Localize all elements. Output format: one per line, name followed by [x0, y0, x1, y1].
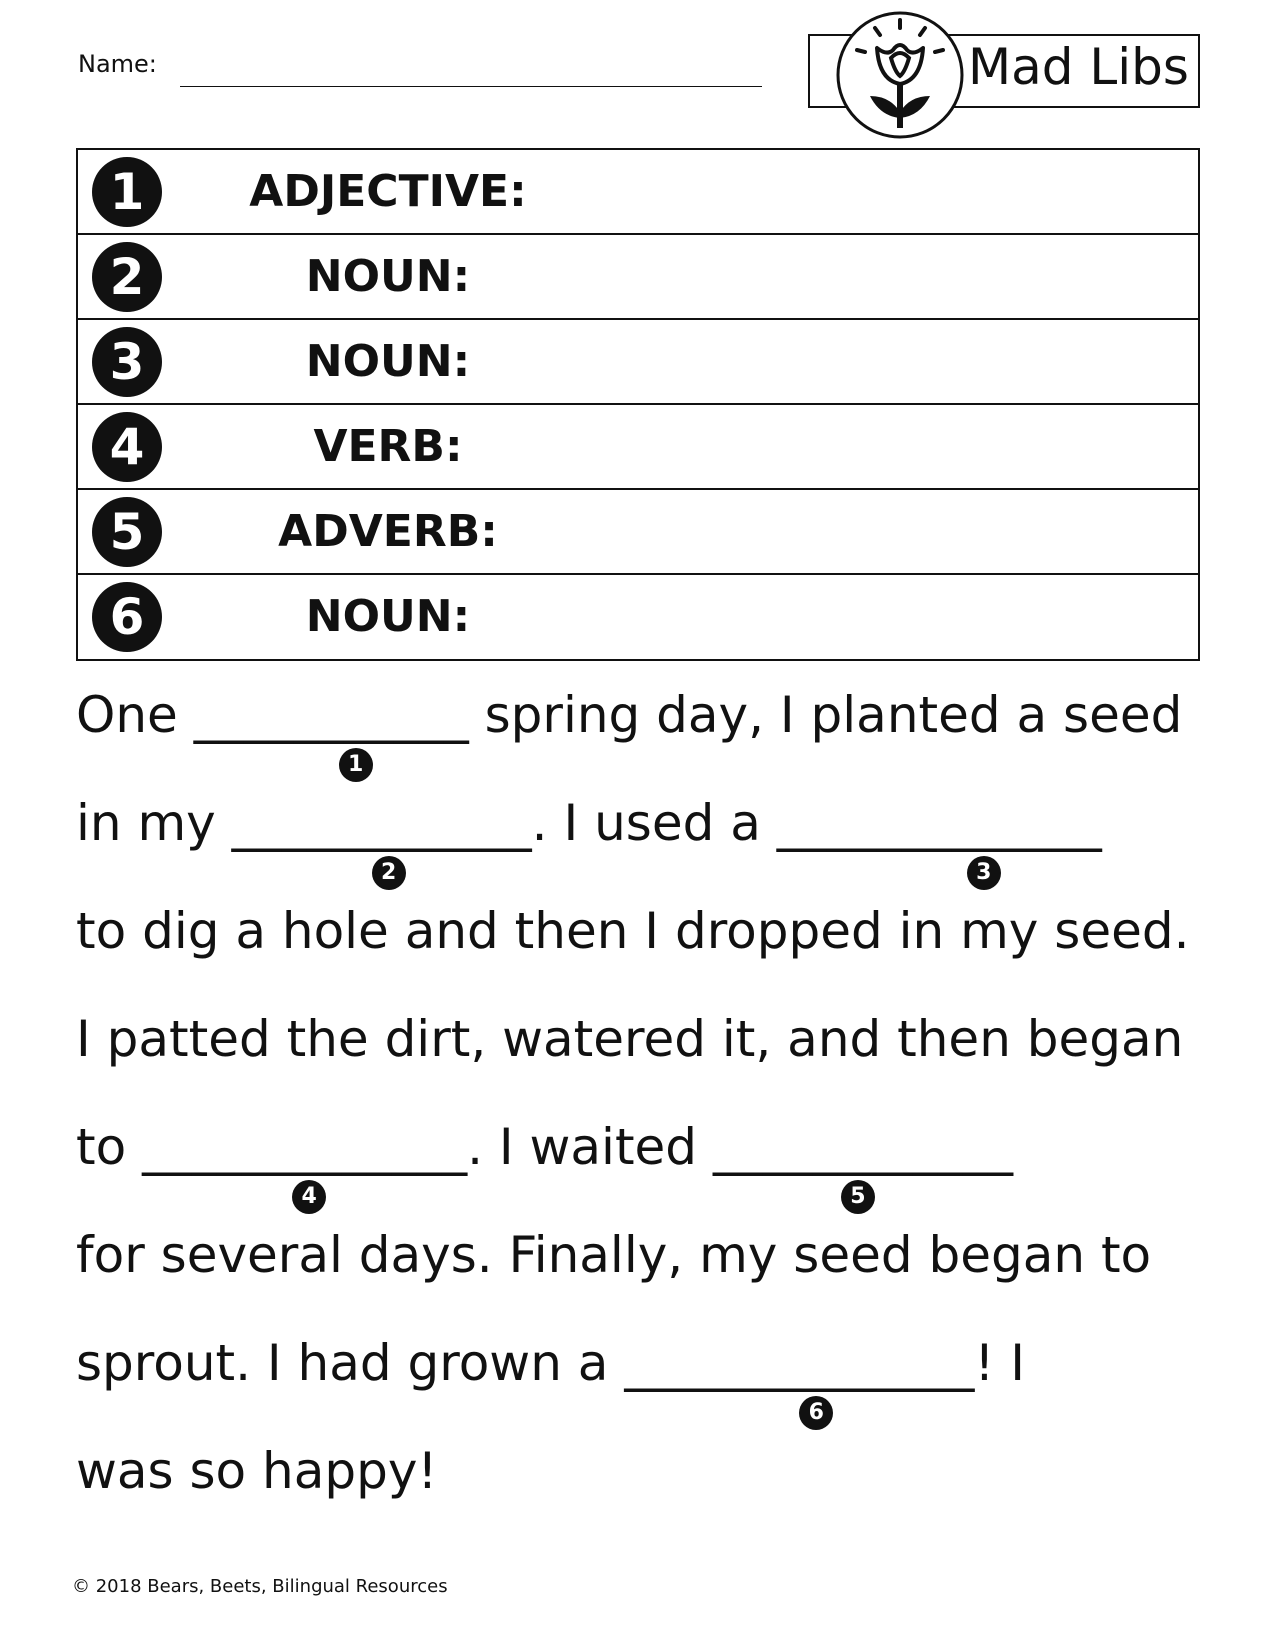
blank-5[interactable] — [712, 1118, 1013, 1209]
story-line-1 — [76, 686, 1183, 777]
story-line-3: to dig a hole and then I dropped in my seed. — [76, 902, 1190, 960]
blank-3[interactable] — [776, 794, 1102, 885]
number-badge-5: 5 — [92, 497, 162, 567]
word-type-label: NOUN: — [305, 251, 471, 302]
word-row-3 — [78, 320, 1198, 405]
story-text-segment: One — [76, 686, 194, 744]
blank-3-line: _____________ — [776, 794, 1102, 852]
word-row-5 — [78, 490, 1198, 575]
word-type-label: VERB: — [313, 421, 463, 472]
word-row-2 — [78, 235, 1198, 320]
blank-1-line: ___________ — [193, 686, 469, 744]
story-text-segment: ! I — [974, 1334, 1026, 1392]
story-line-6: for several days. Finally, my seed began to — [76, 1226, 1152, 1284]
number-badge-6: 6 — [92, 582, 162, 652]
story-text-segment: . I waited — [467, 1118, 713, 1176]
word-row-6 — [78, 575, 1198, 659]
story-text-segment: to — [76, 1118, 143, 1176]
word-row-4 — [78, 405, 1198, 490]
name-label: Name: — [78, 50, 157, 78]
story-text-segment: . I used a — [531, 794, 777, 852]
blank-2-line: ____________ — [231, 794, 532, 852]
page-title: Mad Libs — [968, 38, 1189, 96]
word-type-label: ADVERB: — [278, 506, 498, 557]
blank-number-1: 1 — [339, 748, 373, 782]
blank-number-5: 5 — [841, 1180, 875, 1214]
number-badge-4: 4 — [92, 412, 162, 482]
word-type-label: NOUN: — [305, 336, 471, 387]
blank-4-line: _____________ — [142, 1118, 468, 1176]
word-type-label: NOUN: — [305, 591, 471, 642]
word-type-label: ADJECTIVE: — [249, 166, 527, 217]
blank-6-line: ______________ — [624, 1334, 975, 1392]
story-line-5 — [76, 1118, 1013, 1209]
copyright-notice: © 2018 Bears, Beets, Bilingual Resources — [72, 1576, 448, 1597]
word-row-1 — [78, 150, 1198, 235]
name-field-label-row — [78, 52, 157, 76]
story-text-segment: spring day, I planted a seed — [468, 686, 1183, 744]
story-line-8: was so happy! — [76, 1442, 438, 1500]
story-text-segment: in my — [76, 794, 232, 852]
blank-5-line: ____________ — [712, 1118, 1013, 1176]
blank-number-4: 4 — [292, 1180, 326, 1214]
word-list-table — [76, 148, 1200, 661]
story-text-segment: sprout. I had grown a — [76, 1334, 625, 1392]
number-badge-1: 1 — [92, 157, 162, 227]
story-line-4: I patted the dirt, watered it, and then began — [76, 1010, 1184, 1068]
blank-number-2: 2 — [372, 856, 406, 890]
number-badge-2: 2 — [92, 242, 162, 312]
name-input-line[interactable] — [180, 86, 762, 87]
blank-number-6: 6 — [799, 1396, 833, 1430]
blank-4[interactable] — [142, 1118, 468, 1209]
blank-1[interactable] — [193, 686, 469, 777]
story-line-2 — [76, 794, 1102, 885]
tulip-icon — [835, 10, 965, 140]
story-line-7 — [76, 1334, 1026, 1425]
number-badge-3: 3 — [92, 327, 162, 397]
blank-number-3: 3 — [967, 856, 1001, 890]
blank-6[interactable] — [624, 1334, 975, 1425]
blank-2[interactable] — [231, 794, 532, 885]
